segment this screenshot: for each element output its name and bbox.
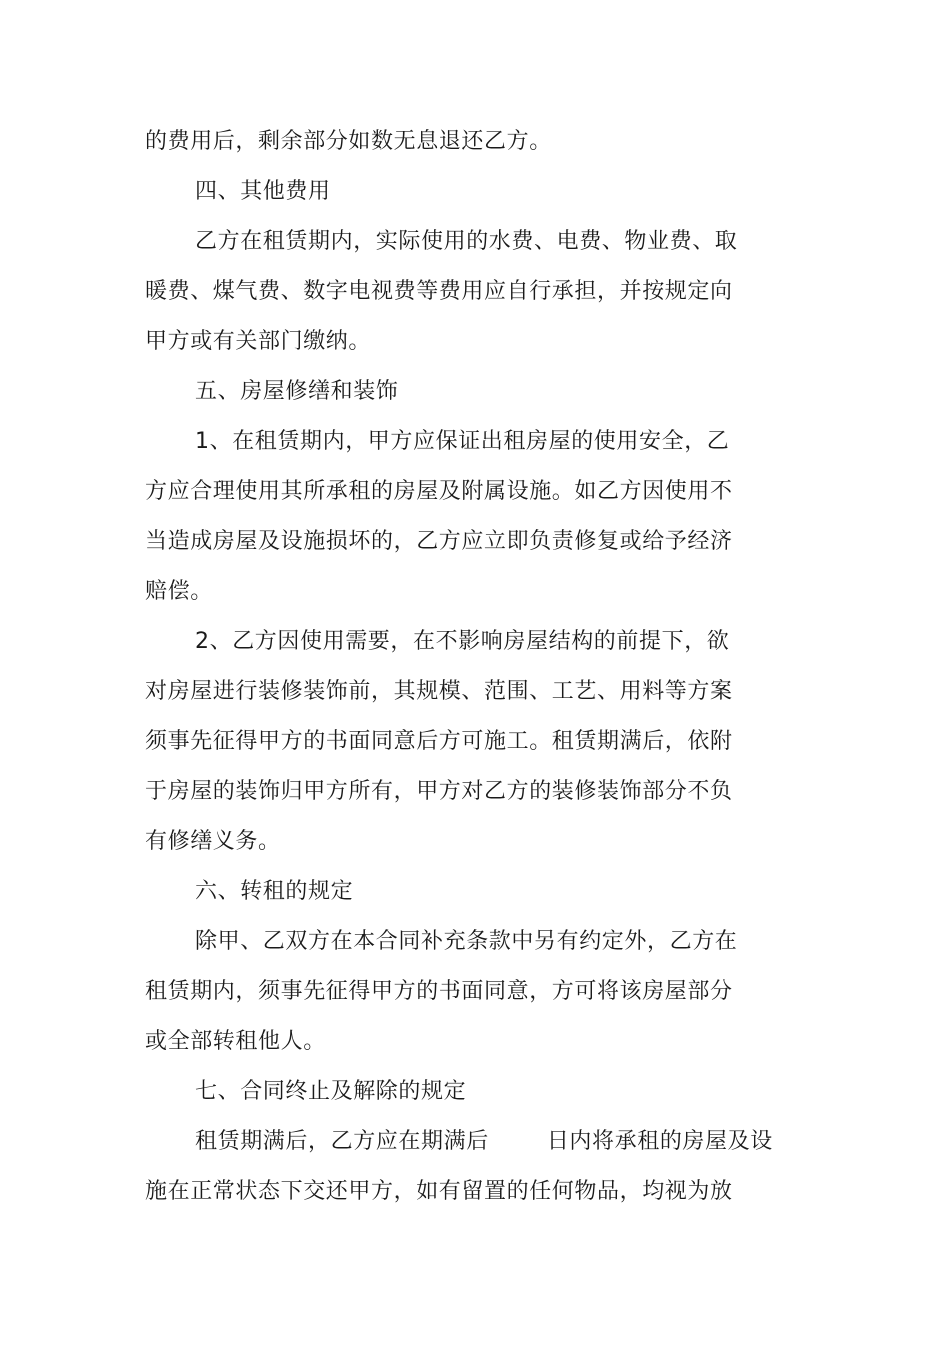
paragraph-line: 于房屋的装饰归甲方所有，甲方对乙方的装修装饰部分不负 bbox=[145, 779, 733, 804]
paragraph-line: 的费用后，剩余部分如数无息退还乙方。 bbox=[145, 129, 552, 154]
paragraph-line: 对房屋进行装修装饰前，其规模、范围、工艺、用料等方案 bbox=[145, 679, 733, 704]
paragraph-line: 有修缮义务。 bbox=[145, 829, 281, 854]
paragraph-line: 乙方在租赁期内，实际使用的水费、电费、物业费、取 bbox=[195, 229, 738, 254]
paragraph-line: 2、乙方因使用需要，在不影响房屋结构的前提下，欲 bbox=[195, 629, 730, 654]
paragraph-fragment: 租赁期满后，乙方应在期满后 bbox=[195, 1129, 489, 1154]
paragraph-line: 或全部转租他人。 bbox=[145, 1029, 326, 1054]
paragraph-line: 方应合理使用其所承租的房屋及附属设施。如乙方因使用不 bbox=[145, 479, 733, 504]
paragraph-line: 赔偿。 bbox=[145, 579, 213, 604]
section-heading-termination: 七、合同终止及解除的规定 bbox=[195, 1079, 467, 1104]
paragraph-line: 须事先征得甲方的书面同意后方可施工。租赁期满后，依附 bbox=[145, 729, 733, 754]
paragraph-line: 除甲、乙双方在本合同补充条款中另有约定外，乙方在 bbox=[195, 929, 738, 954]
section-heading-sublease: 六、转租的规定 bbox=[195, 879, 354, 904]
paragraph-line: 暖费、煤气费、数字电视费等费用应自行承担，并按规定向 bbox=[145, 279, 733, 304]
paragraph-line: 施在正常状态下交还甲方，如有留置的任何物品，均视为放 bbox=[145, 1179, 733, 1204]
paragraph-fragment: 日内将承租的房屋及设 bbox=[546, 1129, 773, 1154]
paragraph-line: 1、在租赁期内，甲方应保证出租房屋的使用安全，乙 bbox=[195, 429, 730, 454]
paragraph-line: 租赁期内，须事先征得甲方的书面同意，方可将该房屋部分 bbox=[145, 979, 733, 1004]
section-heading-other-fees: 四、其他费用 bbox=[195, 179, 331, 204]
paragraph-line: 当造成房屋及设施损坏的，乙方应立即负责修复或给予经济 bbox=[145, 529, 733, 554]
section-heading-repair-decoration: 五、房屋修缮和装饰 bbox=[195, 379, 399, 404]
paragraph-line: 甲方或有关部门缴纳。 bbox=[145, 329, 372, 354]
paragraph-line-with-blank bbox=[195, 1127, 773, 1157]
